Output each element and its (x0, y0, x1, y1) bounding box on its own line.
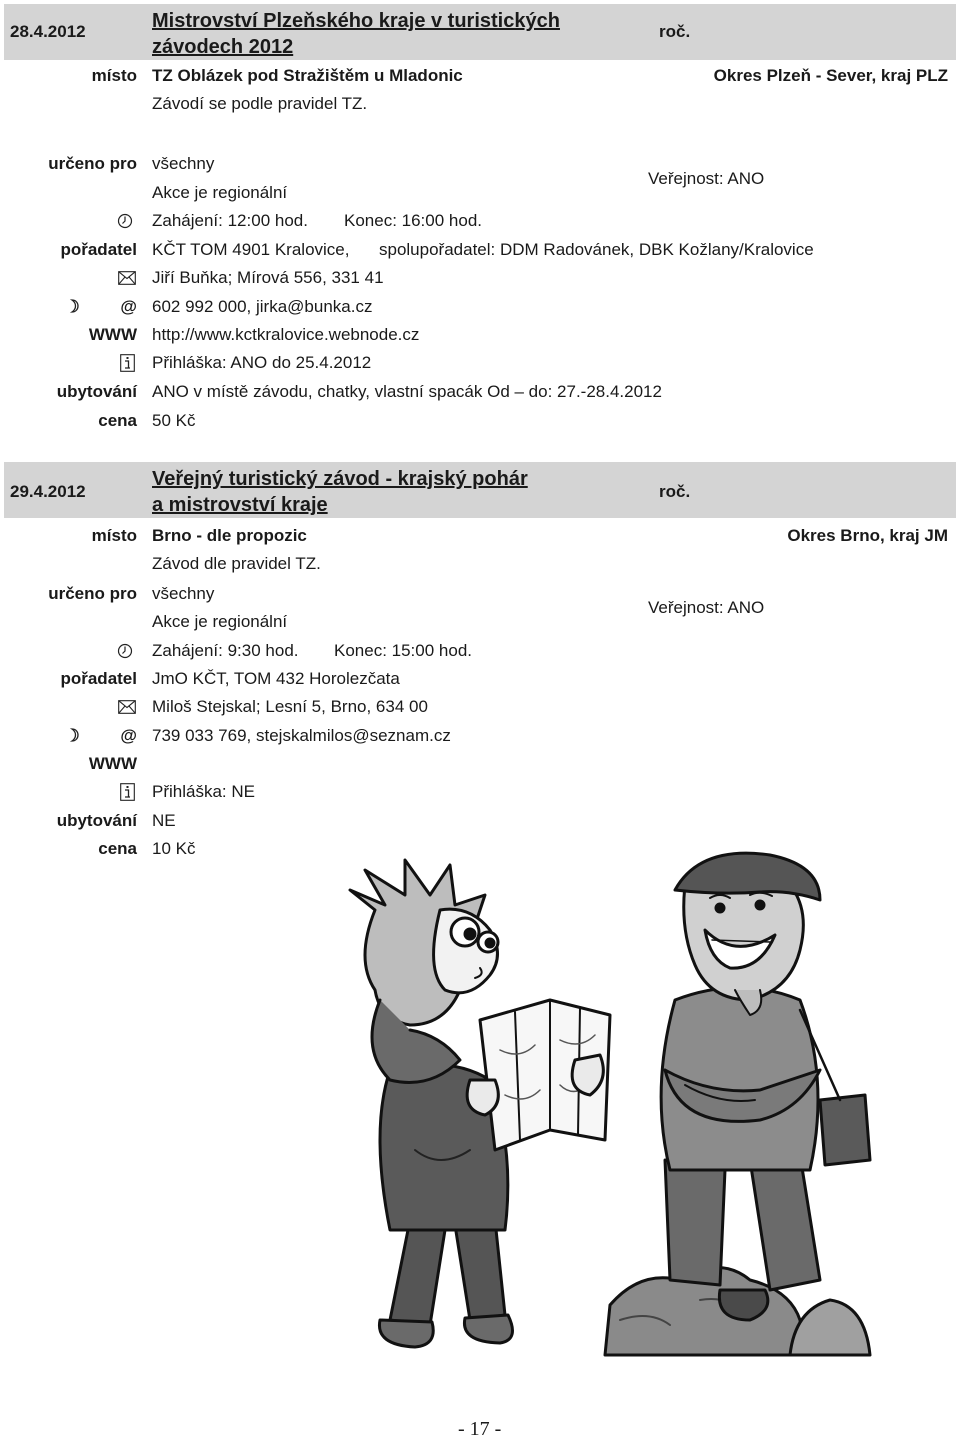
cena-label: cena (98, 839, 137, 858)
ubytovani-label: ubytování (56, 811, 137, 830)
envelope-icon (118, 700, 136, 714)
hikers-illustration (320, 850, 890, 1370)
zahajeni-value: Zahájení: 12:00 hod. (152, 211, 308, 230)
poradatel-label: pořadatel (60, 669, 137, 688)
ubytovani-value: NE (152, 811, 176, 830)
ubytovani-label: ubytování (56, 382, 137, 401)
event-date: 29.4.2012 (10, 482, 86, 501)
event-date: 28.4.2012 (10, 22, 86, 41)
cena-value: 10 Kč (152, 839, 196, 858)
rules-note: Závod dle pravidel TZ. (152, 554, 321, 573)
regional-note: Akce je regionální (152, 612, 288, 631)
clock-icon (117, 643, 133, 659)
at-label: @ (120, 297, 137, 316)
urceno-value: všechny (152, 584, 215, 603)
misto-value: TZ Oblázek pod Stražištěm u Mladonic (152, 66, 463, 85)
www-link[interactable]: http://www.kctkralovice.webnode.cz (152, 325, 420, 344)
konec-value: Konec: 16:00 hod. (344, 211, 483, 230)
poradatel-value: KČT TOM 4901 Kralovice, (152, 240, 350, 259)
adresa-value: Miloš Stejskal; Lesní 5, Brno, 634 00 (152, 697, 428, 716)
regional-note: Akce je regionální (152, 183, 288, 202)
zahajeni-value: Zahájení: 9:30 hod. (152, 641, 299, 660)
urceno-label: určeno pro (48, 584, 137, 603)
map-reader-figure (350, 860, 610, 1347)
info-icon (120, 354, 135, 372)
grinning-hiker-figure (661, 853, 870, 1320)
page-number: - 17 - (458, 1418, 502, 1440)
info-icon (120, 783, 135, 801)
www-label: WWW (88, 325, 137, 344)
poradatel-label: pořadatel (60, 240, 137, 259)
phone-icon (67, 298, 83, 314)
adresa-value: Jiří Buňka; Mírová 556, 331 41 (152, 268, 384, 287)
okres-value: Okres Plzeň - Sever, kraj PLZ (713, 66, 948, 85)
event-title-line2: a mistrovství kraje (152, 494, 328, 516)
urceno-value: všechny (152, 154, 215, 173)
misto-label: místo (91, 526, 137, 545)
prihlaska-value: Přihláška: ANO do 25.4.2012 (152, 353, 372, 372)
clock-icon (117, 213, 133, 229)
event-title-line2: závodech 2012 (152, 36, 294, 58)
rules-note: Závodí se podle pravidel TZ. (152, 94, 368, 113)
poradatel-value: JmO KČT, TOM 432 Horolezčata (152, 669, 400, 688)
cena-label: cena (98, 411, 137, 430)
prihlaska-value: Přihláška: NE (152, 782, 255, 801)
misto-value: Brno - dle propozic (152, 526, 307, 545)
cena-value: 50 Kč (152, 411, 196, 430)
kontakt-value: 602 992 000, jirka@bunka.cz (152, 297, 373, 316)
event-roc: roč. (659, 482, 691, 501)
spoluporadatel-value: spolupořadatel: DDM Radovánek, DBK Kožlany/Kralovice (379, 240, 814, 259)
event-title-line1: Mistrovství Plzeňského kraje v turistických (152, 10, 560, 32)
event-title-line1: Veřejný turistický závod - krajský pohár (152, 468, 528, 490)
at-label: @ (120, 726, 137, 745)
misto-label: místo (91, 66, 137, 85)
kontakt-value: 739 033 769, stejskalmilos@seznam.cz (152, 726, 451, 745)
okres-value: Okres Brno, kraj JM (787, 526, 948, 545)
envelope-icon (118, 271, 136, 285)
urceno-label: určeno pro (48, 154, 137, 173)
www-label: WWW (88, 754, 137, 773)
verejnost-value: Veřejnost: ANO (648, 169, 765, 188)
ubytovani-value: ANO v místě závodu, chatky, vlastní spacák Od – do: 27.-28.4.2012 (152, 382, 662, 401)
event-roc: roč. (659, 22, 691, 41)
phone-icon (67, 727, 83, 743)
verejnost-value: Veřejnost: ANO (648, 598, 765, 617)
konec-value: Konec: 15:00 hod. (334, 641, 473, 660)
